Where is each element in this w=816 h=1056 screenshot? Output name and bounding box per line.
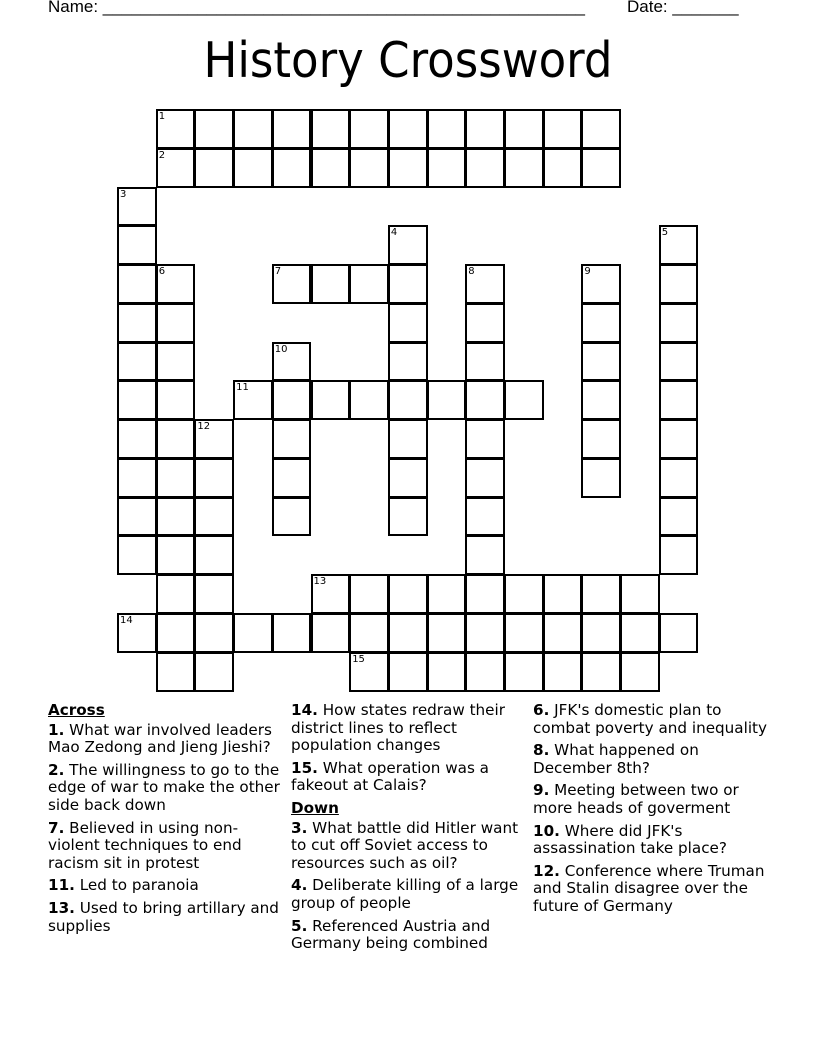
grid-cell[interactable] xyxy=(427,652,467,692)
grid-cell[interactable] xyxy=(465,613,505,653)
grid-cell[interactable] xyxy=(504,652,544,692)
clue-number: 10 xyxy=(274,343,288,355)
clue-number: 4 xyxy=(390,227,398,239)
grid-cell[interactable] xyxy=(194,148,234,188)
grid-cell[interactable] xyxy=(388,574,428,614)
grid-cell[interactable] xyxy=(465,574,505,614)
grid-cell[interactable] xyxy=(272,148,312,188)
grid-cell[interactable] xyxy=(311,148,351,188)
clue-across-15: 15. What operation was a fakeout at Calais? xyxy=(291,758,489,795)
grid-cell[interactable] xyxy=(349,574,389,614)
clue-across-1: 1. What war involved leaders Mao Zedong and Jieng Jieshi? xyxy=(48,720,272,757)
grid-cell[interactable] xyxy=(117,458,157,498)
grid-cell[interactable] xyxy=(272,458,312,498)
clue-number: 7 xyxy=(274,266,282,278)
grid-cell[interactable] xyxy=(311,380,351,420)
clue-down-5: 5. Referenced Austria and Germany being combined xyxy=(291,916,491,953)
grid-cell[interactable] xyxy=(581,613,621,653)
grid-cell[interactable] xyxy=(427,109,467,149)
grid-cell[interactable] xyxy=(465,535,505,575)
grid-cell[interactable] xyxy=(194,535,234,575)
grid-cell[interactable] xyxy=(194,574,234,614)
clue-across-2: 2. The willingness to go to the edge of war to make the other side back down xyxy=(48,760,280,814)
grid-cell[interactable] xyxy=(233,109,273,149)
grid-cell[interactable] xyxy=(233,148,273,188)
grid-cell[interactable] xyxy=(581,148,621,188)
grid-cell[interactable] xyxy=(156,419,196,459)
grid-cell[interactable] xyxy=(272,380,312,420)
clues-column-2 xyxy=(291,702,531,958)
grid-cell[interactable] xyxy=(581,342,621,382)
grid-cell[interactable] xyxy=(349,264,389,304)
grid-cell[interactable] xyxy=(504,109,544,149)
clue-down-9: 9. Meeting between two or more heads of goverment xyxy=(533,781,739,817)
grid-cell[interactable] xyxy=(465,458,505,498)
grid-cell[interactable] xyxy=(194,419,234,459)
grid-cell[interactable] xyxy=(427,380,467,420)
grid-cell[interactable] xyxy=(504,613,544,653)
grid-cell[interactable] xyxy=(156,380,196,420)
grid-cell[interactable] xyxy=(388,148,428,188)
down-heading: Down xyxy=(291,798,339,817)
grid-cell[interactable] xyxy=(272,497,312,537)
clue-number: 3 xyxy=(120,188,127,200)
grid-cell[interactable] xyxy=(233,380,273,420)
grid-cell[interactable] xyxy=(581,574,621,614)
clue-number: 6 xyxy=(158,266,166,278)
grid-cell[interactable] xyxy=(272,613,312,653)
grid-cell[interactable] xyxy=(349,380,389,420)
grid-cell[interactable] xyxy=(311,613,351,653)
grid-cell[interactable] xyxy=(504,574,544,614)
grid-cell[interactable] xyxy=(311,264,351,304)
clue-down-3: 3. What battle did Hitler want to cut off Soviet access to resources such as oil? xyxy=(291,818,519,872)
grid-cell[interactable] xyxy=(543,574,583,614)
grid-cell[interactable] xyxy=(659,342,699,382)
grid-cell[interactable] xyxy=(659,303,699,343)
clue-number: 8 xyxy=(468,266,475,278)
grid-cell[interactable] xyxy=(388,380,428,420)
grid-cell[interactable] xyxy=(543,652,583,692)
grid-cell[interactable] xyxy=(581,380,621,420)
grid-cell[interactable] xyxy=(156,535,196,575)
grid-cell[interactable] xyxy=(581,458,621,498)
grid-cell[interactable] xyxy=(156,109,196,149)
clue-number: 13 xyxy=(313,576,327,588)
grid-cell[interactable] xyxy=(117,535,157,575)
clue-number: 5 xyxy=(661,227,669,239)
across-heading: Across xyxy=(48,701,105,719)
crossword-grid xyxy=(118,110,700,694)
grid-cell[interactable] xyxy=(465,148,505,188)
grid-cell[interactable] xyxy=(465,497,505,537)
name-field[interactable]: Name: ___________________________________________________ xyxy=(48,0,585,16)
grid-cell[interactable] xyxy=(659,225,699,265)
header xyxy=(48,0,739,17)
grid-cell[interactable] xyxy=(156,264,196,304)
clue-down-12: 12. Conference where Truman and Stalin disagree over the future of Germany xyxy=(533,861,765,915)
grid-cell[interactable] xyxy=(117,613,157,653)
grid-cell[interactable] xyxy=(156,303,196,343)
grid-cell[interactable] xyxy=(659,497,699,537)
grid-cell[interactable] xyxy=(465,303,505,343)
grid-cell[interactable] xyxy=(581,652,621,692)
clue-across-7: 7. Believed in using non-violent techniques to end racism sit in protest xyxy=(48,818,242,872)
clue-number: 15 xyxy=(352,653,365,665)
grid-cell[interactable] xyxy=(156,574,196,614)
grid-cell[interactable] xyxy=(156,458,196,498)
grid-cell[interactable] xyxy=(194,613,234,653)
grid-cell[interactable] xyxy=(388,652,428,692)
grid-cell[interactable] xyxy=(427,574,467,614)
grid-cell[interactable] xyxy=(581,419,621,459)
clue-across-14: 14. How states redraw their district lines to reflect population changes xyxy=(291,701,505,755)
grid-cell[interactable] xyxy=(465,109,505,149)
grid-cell[interactable] xyxy=(349,613,389,653)
clue-across-11: 11. Led to paranoia xyxy=(48,876,199,895)
grid-cell[interactable] xyxy=(349,109,389,149)
grid-cell[interactable] xyxy=(272,419,312,459)
clues-column-1 xyxy=(48,702,286,940)
grid-cell[interactable] xyxy=(349,652,389,692)
clue-down-8: 8. What happened on December 8th? xyxy=(533,741,699,777)
grid-cell[interactable] xyxy=(156,652,196,692)
grid-cell[interactable] xyxy=(194,109,234,149)
grid-cell[interactable] xyxy=(388,264,428,304)
grid-cell[interactable] xyxy=(543,613,583,653)
clue-number: 2 xyxy=(158,149,166,161)
grid-cell[interactable] xyxy=(504,380,544,420)
grid-cell[interactable] xyxy=(620,574,660,614)
grid-cell[interactable] xyxy=(427,613,467,653)
grid-cell[interactable] xyxy=(156,148,196,188)
grid-cell[interactable] xyxy=(117,497,157,537)
grid-cell[interactable] xyxy=(388,109,428,149)
grid-cell[interactable] xyxy=(581,109,621,149)
clue-number: 1 xyxy=(158,111,166,122)
grid-cell[interactable] xyxy=(117,342,157,382)
grid-cell[interactable] xyxy=(388,497,428,537)
grid-cell[interactable] xyxy=(272,264,312,304)
grid-cell[interactable] xyxy=(659,419,699,459)
clues-column-3 xyxy=(533,702,773,921)
page-title: History Crossword xyxy=(203,32,613,89)
grid-cell[interactable] xyxy=(194,458,234,498)
grid-cell[interactable] xyxy=(233,613,273,653)
grid-cell[interactable] xyxy=(388,342,428,382)
grid-cell[interactable] xyxy=(117,419,157,459)
grid-cell[interactable] xyxy=(156,497,196,537)
grid-cell[interactable] xyxy=(156,613,196,653)
grid-cell[interactable] xyxy=(117,380,157,420)
grid-cell[interactable] xyxy=(659,535,699,575)
grid-cell[interactable] xyxy=(388,303,428,343)
grid-cell[interactable] xyxy=(311,109,351,149)
grid-cell[interactable] xyxy=(117,187,157,227)
grid-cell[interactable] xyxy=(117,264,157,304)
grid-cell[interactable] xyxy=(272,342,312,382)
grid-cell[interactable] xyxy=(659,380,699,420)
grid-cell[interactable] xyxy=(156,342,196,382)
date-field[interactable]: Date: _______ xyxy=(627,0,739,16)
clue-down-10: 10. Where did JFK's assassination take place? xyxy=(533,821,727,858)
clue-number: 9 xyxy=(584,266,591,278)
grid-cell[interactable] xyxy=(117,303,157,343)
clue-number: 12 xyxy=(197,421,211,433)
grid-cell[interactable] xyxy=(659,264,699,304)
grid-cell[interactable] xyxy=(659,458,699,498)
grid-cell[interactable] xyxy=(388,613,428,653)
grid-cell[interactable] xyxy=(465,342,505,382)
clue-down-4: 4. Deliberate killing of a large group of people xyxy=(291,876,519,912)
grid-cell[interactable] xyxy=(543,109,583,149)
grid-cell[interactable] xyxy=(620,652,660,692)
grid-cell[interactable] xyxy=(311,574,351,614)
grid-cell[interactable] xyxy=(465,419,505,459)
grid-cell[interactable] xyxy=(465,380,505,420)
grid-cell[interactable] xyxy=(194,652,234,692)
clue-across-13: 13. Used to bring artillary and supplies xyxy=(48,898,279,935)
grid-cell[interactable] xyxy=(659,613,699,653)
clue-number: 11 xyxy=(236,382,249,394)
grid-cell[interactable] xyxy=(581,303,621,343)
grid-cell[interactable] xyxy=(427,148,467,188)
grid-cell[interactable] xyxy=(581,264,621,304)
grid-cell[interactable] xyxy=(504,148,544,188)
grid-cell[interactable] xyxy=(543,148,583,188)
grid-cell[interactable] xyxy=(388,458,428,498)
grid-cell[interactable] xyxy=(194,497,234,537)
grid-cell[interactable] xyxy=(620,613,660,653)
grid-cell[interactable] xyxy=(388,419,428,459)
grid-cell[interactable] xyxy=(465,264,505,304)
grid-cell[interactable] xyxy=(465,652,505,692)
grid-cell[interactable] xyxy=(117,225,157,265)
grid-cell[interactable] xyxy=(349,148,389,188)
grid-cell[interactable] xyxy=(388,225,428,265)
clue-down-6: 6. JFK's domestic plan to combat poverty and inequality xyxy=(533,701,767,737)
grid-cell[interactable] xyxy=(272,109,312,149)
clue-number: 14 xyxy=(120,615,133,626)
